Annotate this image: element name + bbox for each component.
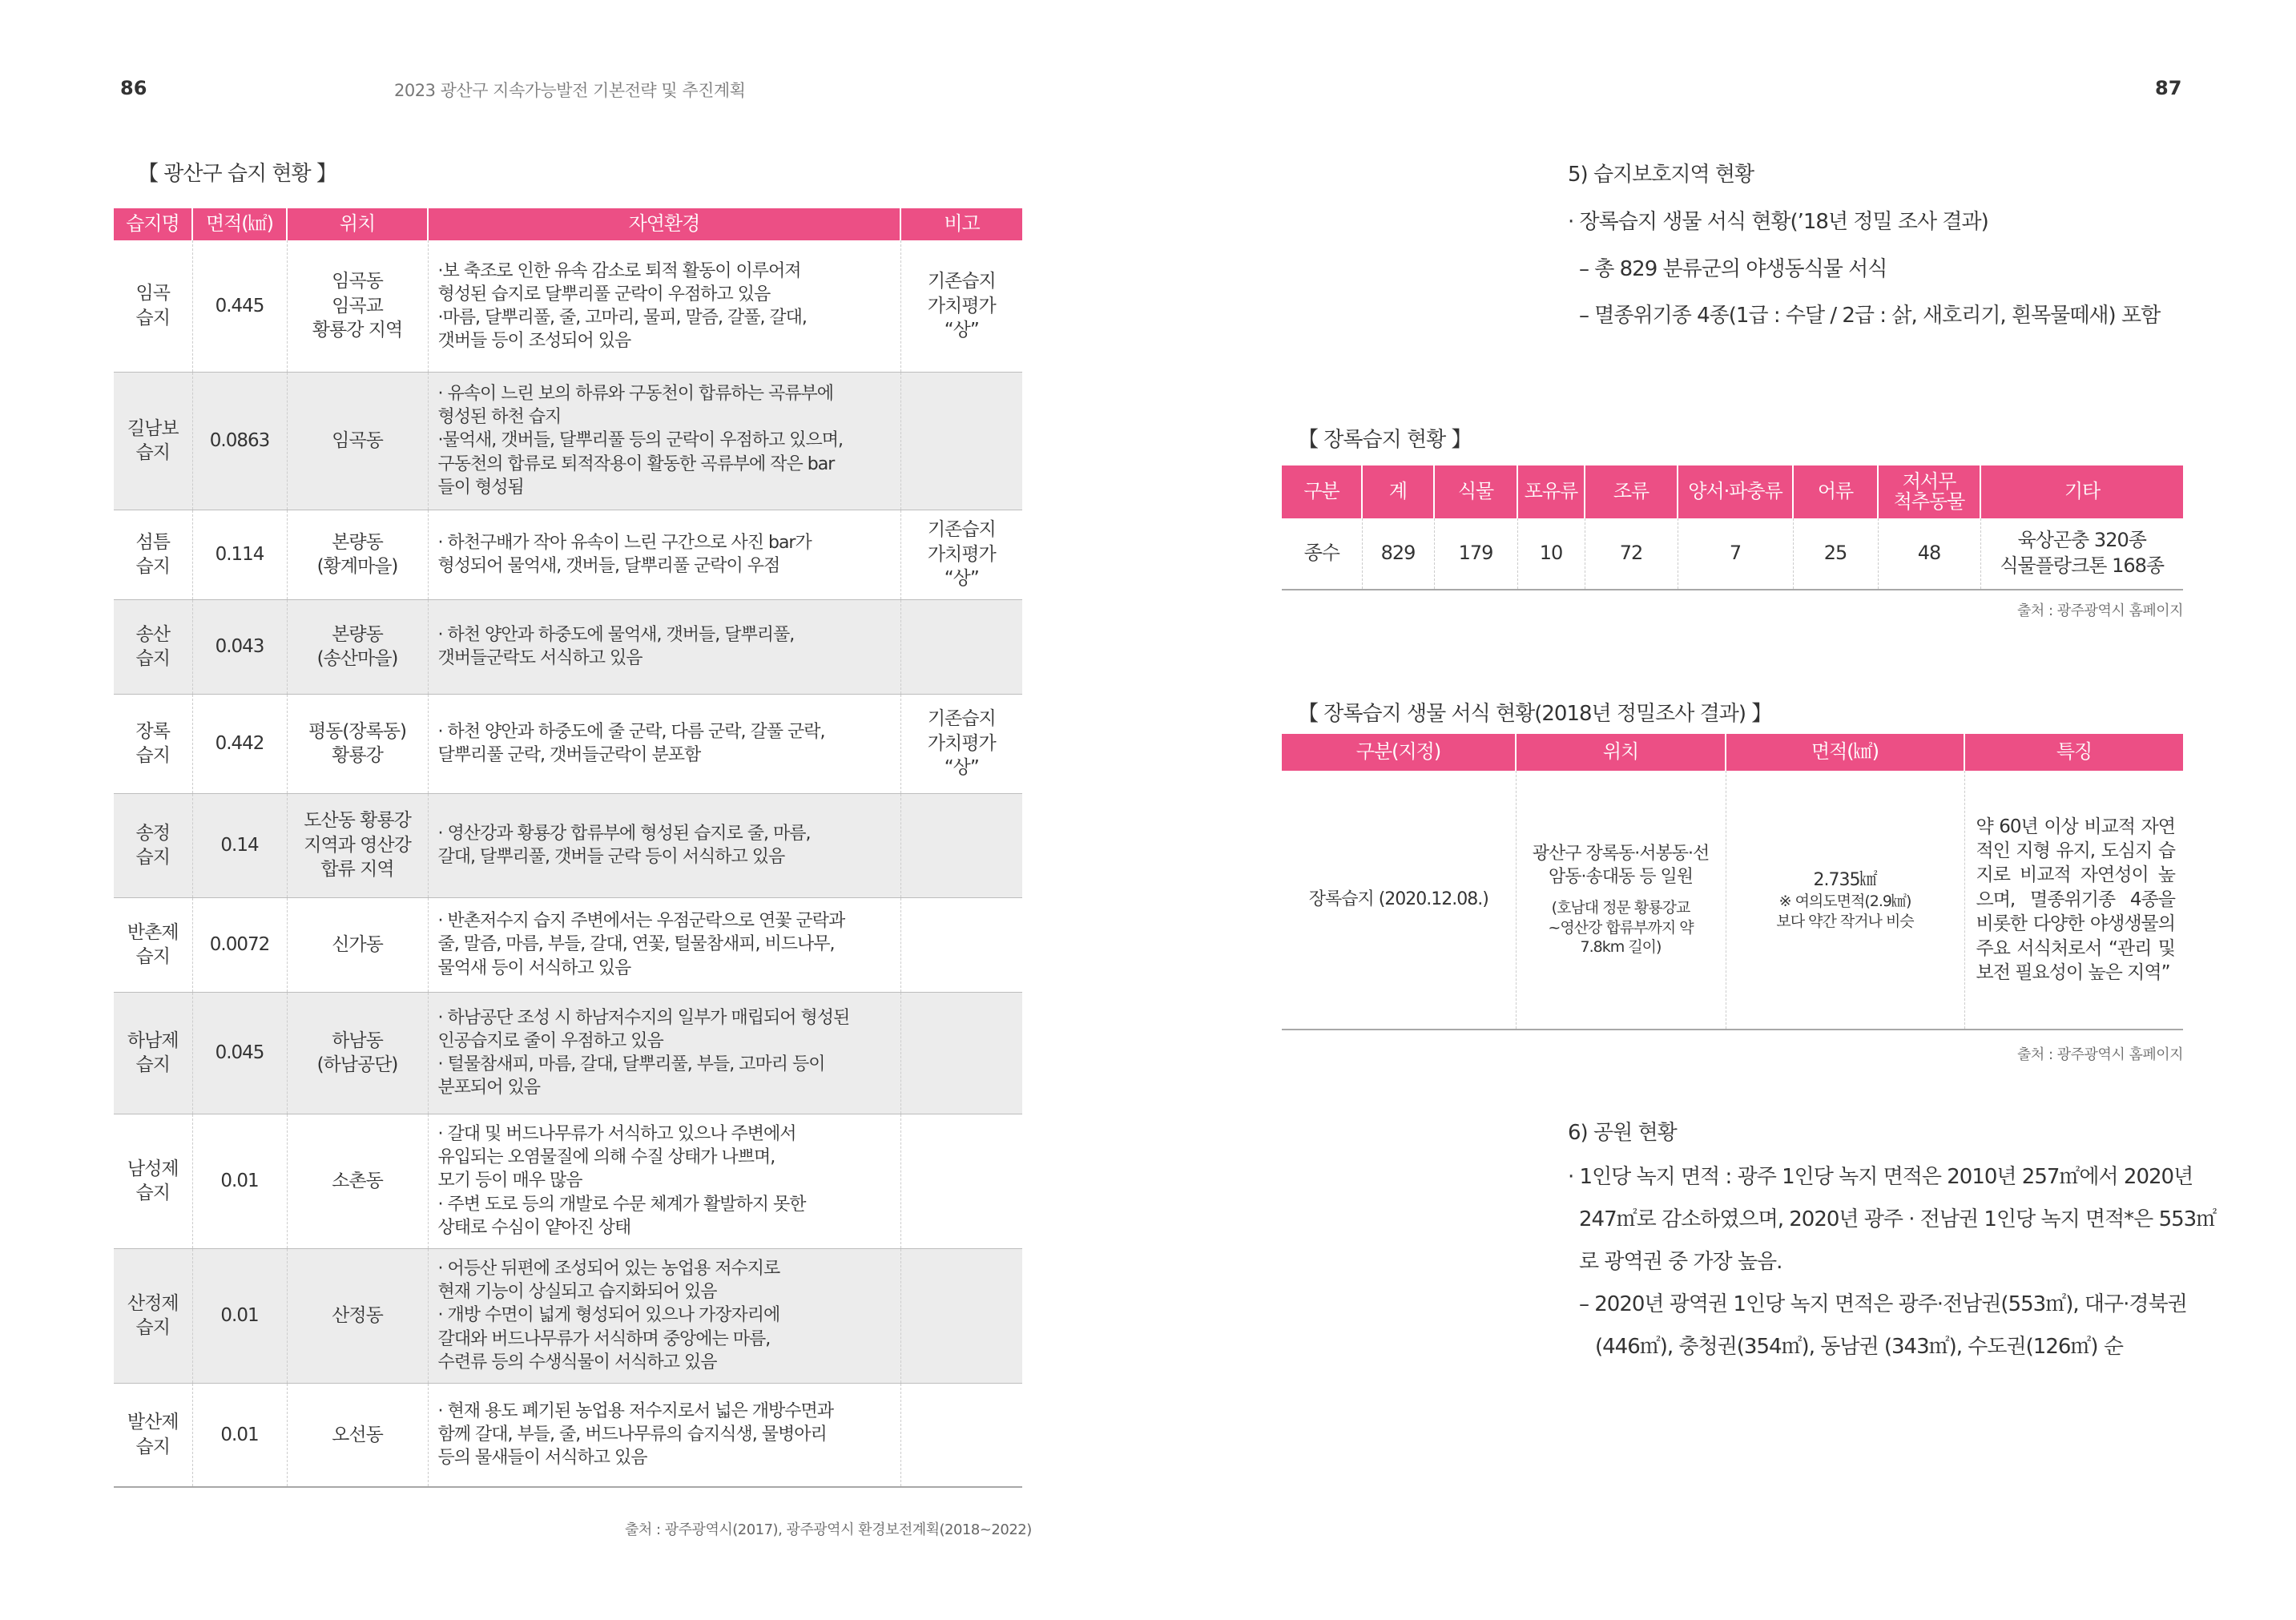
wetland-table-source: 출처 : 광주광역시(2017), 광주광역시 환경보전계획(2018~2022): [625, 1521, 1032, 1538]
table-row: [114, 1383, 1022, 1487]
habitat-location: 광산구 장록동·서봉동·선 암동·송대동 등 일원: [1532, 843, 1710, 887]
habitat-location-detail: (호남대 정문 황룡강교 ~영산강 합류부까지 약 7.8km 길이): [1548, 899, 1694, 957]
wetland-location: 평동(장록동) 황룡강: [308, 720, 407, 766]
wetland-environment: · 영산강과 황룡강 합류부에 형성된 습지로 줄, 마름, 갈대, 달뿌리풀, 갯버들 군락 등이 서식하고 있음: [437, 823, 811, 867]
wetland-location: 임곡동: [332, 429, 383, 451]
wetland-name: 하남제 습지: [127, 1030, 179, 1075]
wetland-location: 신가동: [332, 933, 383, 955]
section6-line-2: 247㎡로 감소하였으며, 2020년 광주 · 전남권 1인당 녹지 면적*은 553㎡: [1579, 1207, 2217, 1231]
habitat-area: 2.735㎢: [1813, 869, 1877, 890]
table-row: [114, 510, 1022, 599]
wetland-area: 0.442: [192, 694, 287, 793]
table-cell: 829: [1362, 518, 1434, 590]
wetland-area: 0.14: [192, 793, 287, 897]
jangnok-table-header: [1282, 465, 2183, 518]
wetland-environment: · 하천 양안과 하중도에 물억새, 갯버들, 달뿌리풀, 갯버들군락도 서식하고 있음: [437, 624, 795, 668]
table-cell: 48: [1878, 518, 1980, 590]
habitat-designation: 장록습지 (2020.12.08.): [1308, 889, 1488, 910]
wetland-location: 본량동 (송산마을): [316, 623, 398, 669]
table-row: [114, 240, 1022, 372]
table-row: [114, 1114, 1022, 1248]
header-cell: 식물: [1434, 465, 1517, 518]
habitat-table-source: 출처 : 광주광역시 홈페이지: [2017, 1046, 2183, 1063]
wetland-area: 0.045: [192, 992, 287, 1114]
header-cell: 포유류: [1517, 465, 1585, 518]
table-row: [114, 897, 1022, 992]
habitat-table: [1282, 734, 2183, 1030]
wetland-location: 오선동: [332, 1424, 383, 1445]
header-cell: 습지명: [114, 208, 192, 240]
header-cell: 구분: [1282, 465, 1362, 518]
header-cell: 면적(㎢): [192, 208, 287, 240]
habitat-feature: 약 60년 이상 비교적 자연적인 지형 유지, 도심지 습지로 비교적 자연성이 높으며, 멸종위기종 4종을 비롯한 다양한 야생생물의 주요 서식처로서 “관리 및 보전 필요성이 높은 지역”: [1964, 771, 2183, 1030]
wetland-location: 소촌동: [332, 1170, 383, 1191]
wetland-note: 기존습지 가치평가 “상”: [927, 708, 996, 779]
wetland-table-caption: 【 광산구 습지 현황 】: [138, 162, 336, 186]
habitat-area-note: ※ 여의도면적(2.9㎢) 보다 약간 작거나 비슷: [1776, 892, 1914, 930]
wetland-location: 산정동: [332, 1304, 383, 1326]
table-cell: 육상곤충 320종 식물플랑크톤 168종: [2000, 529, 2165, 577]
wetland-name: 송정 습지: [135, 822, 170, 868]
wetland-note: 기존습지 가치평가 “상”: [927, 271, 996, 341]
header-cell: 위치: [1516, 734, 1726, 771]
wetland-name: 임곡 습지: [135, 283, 170, 328]
header-cell: 양서·파충류: [1678, 465, 1793, 518]
header-cell: 면적(㎢): [1726, 734, 1964, 771]
table-cell: 10: [1517, 518, 1585, 590]
wetland-name: 송산 습지: [135, 623, 170, 669]
wetland-name: 산정제 습지: [127, 1292, 179, 1338]
wetland-area: 0.01: [192, 1248, 287, 1383]
wetland-name: 발산제 습지: [127, 1412, 179, 1457]
wetland-area: 0.043: [192, 599, 287, 694]
habitat-table-header: [1282, 734, 2183, 771]
table-cell: 종수: [1303, 542, 1339, 565]
wetland-location: 본량동 (황계마을): [316, 531, 398, 577]
jangnok-table-caption: 【 장록습지 현황 】: [1298, 428, 1472, 452]
left-page-number: 86: [120, 77, 147, 99]
header-cell: 구분(지정): [1282, 734, 1516, 771]
wetland-table-header: [114, 208, 1022, 240]
wetland-environment: · 현재 용도 폐기된 농업용 저수지로서 넓은 개방수면과 함께 갈대, 부들, 줄, 버드나무류의 습지식생, 물병아리 등의 물새들이 서식하고 있음: [437, 1401, 833, 1469]
table-row: [114, 992, 1022, 1114]
header-cell: 기타: [1980, 465, 2183, 518]
header-cell: 자연환경: [428, 208, 900, 240]
header-cell: 특징: [1964, 734, 2183, 771]
section6-line-4: – 2020년 광역권 1인당 녹지 면적은 광주·전남권(553㎡), 대구·경북권: [1579, 1292, 2187, 1316]
section6-line-5: (446㎡), 충청권(354㎡), 동남권 (343㎡), 수도권(126㎡) 순: [1595, 1335, 2123, 1359]
wetland-environment: · 하천구배가 작아 유속이 느린 구간으로 사진 bar가 형성되어 물억새, 갯버들, 달뿌리풀 군락이 우점: [437, 532, 812, 576]
table-row: [114, 694, 1022, 793]
wetland-environment: · 하천 양안과 하중도에 줄 군락, 다름 군락, 갈풀 군락, 달뿌리풀 군락, 갯버들군락이 분포함: [437, 721, 825, 765]
wetland-name: 장록 습지: [135, 720, 170, 766]
table-cell: 25: [1793, 518, 1878, 590]
wetland-environment: · 하남공단 조성 시 하남저수지의 일부가 매립되어 형성된 인공습지로 줄이 우점하고 있음 · 털물참새피, 마름, 갈대, 달뿌리풀, 부들, 고마리 등이 분포되어 있음: [437, 1007, 850, 1098]
section6-line-1: · 1인당 녹지 면적 : 광주 1인당 녹지 면적은 2010년 257㎡에서 2020년: [1568, 1165, 2193, 1189]
section5-bullet: · 장록습지 생물 서식 현황(’18년 정밀 조사 결과): [1568, 210, 1988, 234]
wetland-area: 0.01: [192, 1114, 287, 1248]
wetland-area: 0.114: [192, 510, 287, 599]
table-row: [1282, 771, 2183, 1030]
jangnok-table: [1282, 465, 2183, 590]
wetland-name: 반촌제 습지: [127, 921, 179, 967]
wetland-location: 도산동 황룡강 지역과 영산강 합류 지역: [304, 810, 411, 881]
running-title: 2023 광산구 지속가능발전 기본전략 및 추진계획: [394, 81, 746, 100]
wetland-table: [114, 208, 1022, 1488]
table-cell: 7: [1678, 518, 1793, 590]
wetland-area: 0.445: [192, 240, 287, 372]
wetland-location: 하남동 (하남공단): [316, 1030, 398, 1075]
wetland-name: 섬틈 습지: [135, 531, 170, 577]
table-row: [114, 372, 1022, 510]
header-cell: 어류: [1793, 465, 1878, 518]
table-row: [114, 1248, 1022, 1383]
table-cell: 179: [1434, 518, 1517, 590]
wetland-environment: · 유속이 느린 보의 하류와 구동천이 합류하는 곡류부에 형성된 하천 습지 ·물억새, 갯버들, 달뿌리풀 등의 군락이 우점하고 있으며, 구동천의 합류로 퇴적작용이 활동한 곡류부에 작은 bar 들이 형성됨: [437, 384, 843, 498]
wetland-location: 임곡동 임곡교 황룡강 지역: [312, 271, 403, 341]
wetland-name: 남성제 습지: [127, 1158, 179, 1203]
header-cell: 비고: [900, 208, 1022, 240]
table-row: [114, 599, 1022, 694]
wetland-name: 길남보 습지: [127, 417, 179, 463]
wetland-area: 0.01: [192, 1383, 287, 1487]
habitat-table-caption: 【 장록습지 생물 서식 현황(2018년 정밀조사 결과) 】: [1298, 702, 1772, 726]
wetland-environment: ·보 축조로 인한 유속 감소로 퇴적 활동이 이루어져 형성된 습지로 달뿌리풀 군락이 우점하고 있음 ·마름, 달뿌리풀, 줄, 고마리, 물피, 말즘, 갈풀, 갈대, 갯버들 등이 조성되어 있음: [437, 260, 807, 351]
section5-dash-1: – 총 829 분류군의 야생동식물 서식: [1579, 257, 1887, 281]
right-page-number: 87: [2155, 77, 2182, 99]
table-cell: 72: [1585, 518, 1678, 590]
wetland-environment: · 갈대 및 버드나무류가 서식하고 있으나 주변에서 유입되는 오염물질에 의해 수질 상태가 나쁘며, 모기 등이 매우 많음 · 주변 도로 등의 개발로 수문 체계가 활발하지 못한 상태로 수심이 얕아진 상태: [437, 1124, 806, 1238]
header-cell: 조류: [1585, 465, 1678, 518]
table-row: [114, 793, 1022, 897]
header-cell: 계: [1362, 465, 1434, 518]
header-cell: 저서무 척추동물: [1893, 469, 1965, 513]
wetland-area: 0.0072: [192, 897, 287, 992]
wetland-note: 기존습지 가치평가 “상”: [927, 519, 996, 590]
table-row: [1282, 518, 2183, 590]
header-cell: 위치: [287, 208, 428, 240]
section5-dash-2: – 멸종위기종 4종(1급 : 수달 / 2급 : 삵, 새호리기, 흰목물떼새) 포함: [1579, 304, 2161, 328]
jangnok-table-source: 출처 : 광주광역시 홈페이지: [2017, 602, 2183, 619]
wetland-area: 0.0863: [192, 372, 287, 510]
section5-heading: 5) 습지보호지역 현황: [1568, 163, 1754, 187]
section6-line-3: 로 광역권 중 가장 높음.: [1579, 1250, 1782, 1274]
wetland-environment: · 반촌저수지 습지 주변에서는 우점군락으로 연꽃 군락과 줄, 말즘, 마름, 부들, 갈대, 연꽃, 털물참새피, 비드나무, 물억새 등이 서식하고 있음: [437, 911, 845, 978]
section6-heading: 6) 공원 현황: [1568, 1121, 1677, 1145]
wetland-environment: · 어등산 뒤편에 조성되어 있는 농업용 저수지로 현재 기능이 상실되고 습지화되어 있음 · 개방 수면이 넓게 형성되어 있으나 가장자리에 갈대와 버드나무류가 서식하며 중앙에는 마름, 수련류 등의 수생식물이 서식하고 있음: [437, 1259, 780, 1372]
